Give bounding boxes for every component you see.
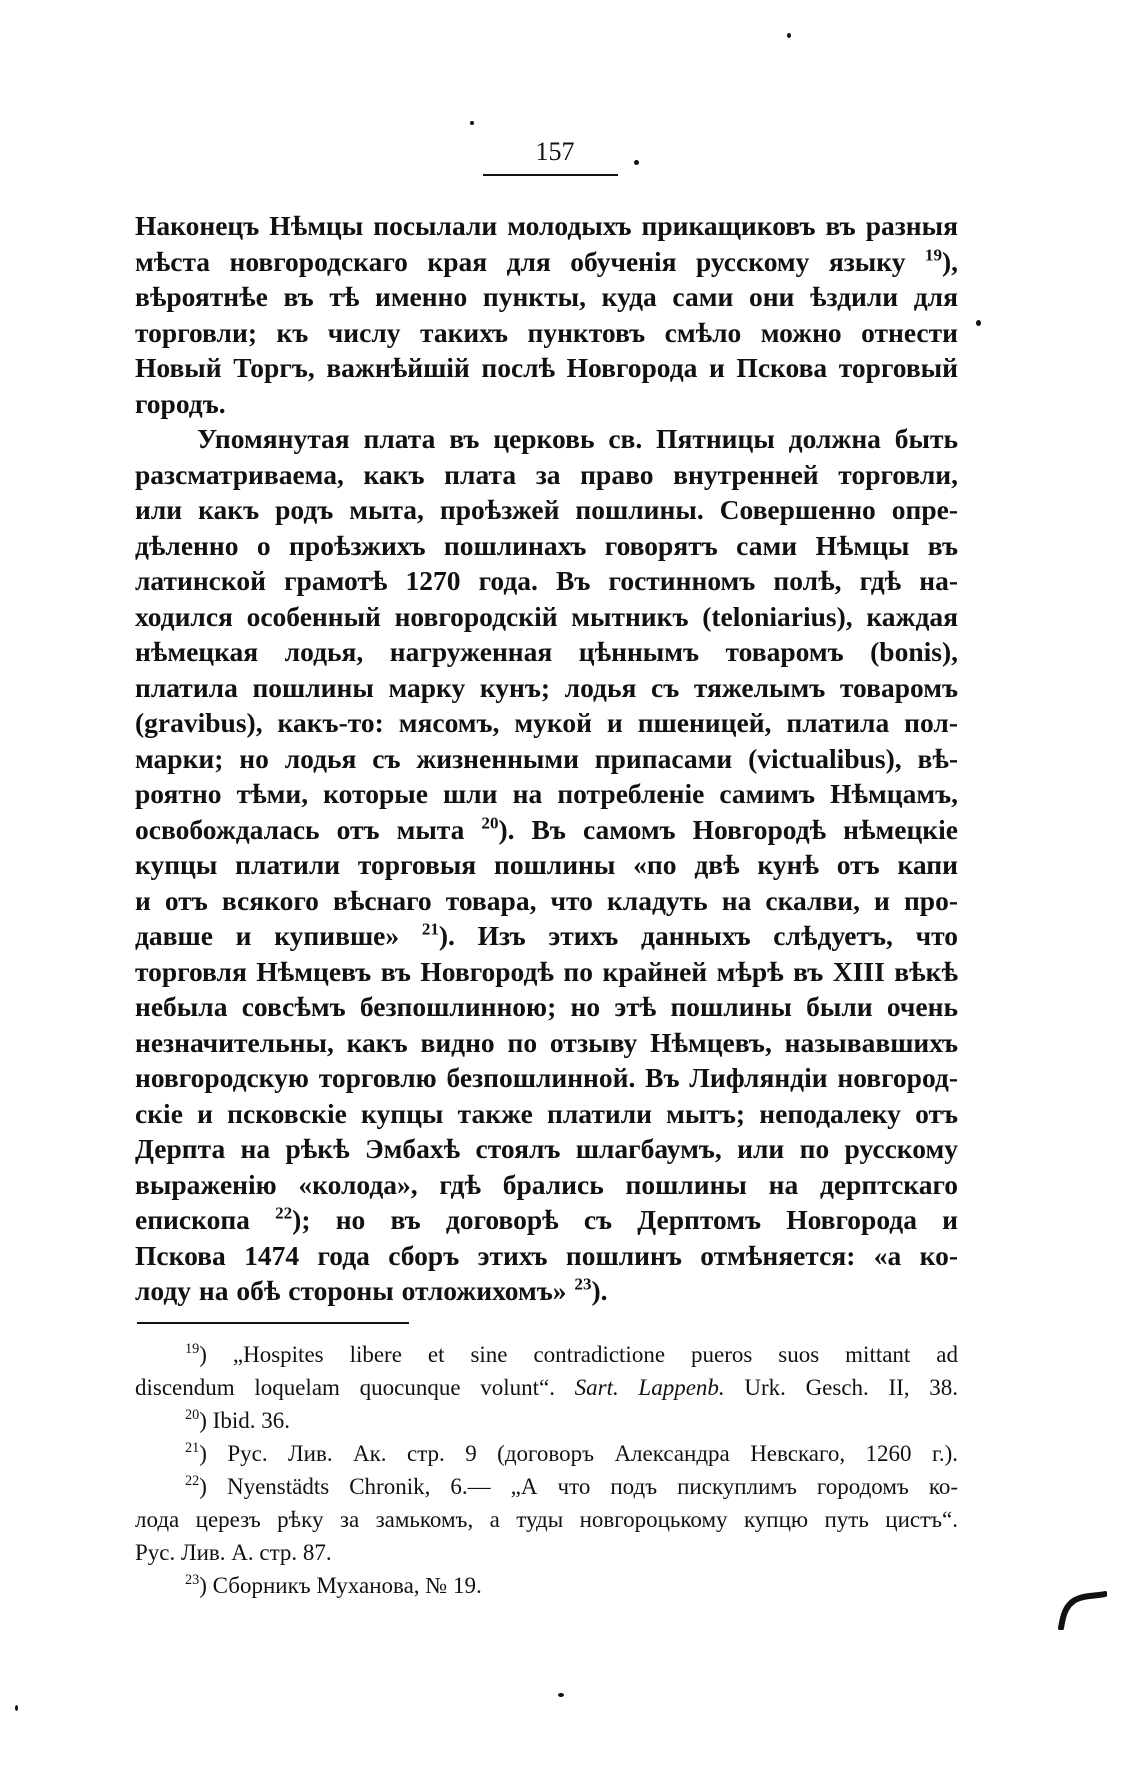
text-line: и отъ всякого вѣснаго товара, что кладуть на скалви, и про- [135,884,958,916]
footnote-22-cont: лода церезъ рѣку за замькомъ, а туды новгороцькому купцю путь цистъ“. [135,1507,958,1532]
footnote-23: $^{23}$) Сборникъ Муханова, № 19. [185,1572,482,1598]
header-rule [483,174,618,176]
text-line: (gravibus), какъ-то: мясомъ, мукой и пшеницей, платила пол- [135,707,958,738]
text-line: нѣмецкая лодья, нагруженная цѣннымъ товаромъ (bonis), [135,636,958,667]
footnote-ref-19[interactable]: 19 [924,244,942,264]
text-line: епископа $^{22}$); но въ договорѣ съ Дерптомъ Новгорода и [135,1203,959,1235]
text-line: латинской грамотѣ 1270 года. Въ гостинномъ полѣ, гдѣ на- [135,565,958,596]
text-line: разсматриваема, какъ плата за право внутренней торговли, [135,458,958,490]
footnote-ref-22[interactable]: 22 [275,1203,293,1223]
ink-mark [1055,1590,1107,1630]
footnote-21: $^{21}$) Рус. Лив. Ак. стр. 9 (договоръ Александра Невскаго, 1260 г.). [185,1440,958,1466]
text-line: выраженію «колода», гдѣ брались пошлины на дерптскаго [135,1168,958,1200]
text-line: Упомянутая плата въ церковь св. Пятницы должна быть [197,423,958,454]
footnote-rule [137,1322,409,1324]
text-line: ходился особенный новгородскій мытникъ (teloniarius), каждая [135,600,958,632]
text-line: дѣленно о проѣзжихъ пошлинахъ говорятъ сами Нѣмцы въ [135,529,958,561]
footnote-20: $^{20}$) Ibid. 36. [185,1407,290,1433]
text-line: лоду на обѣ стороны отложихомъ» $^{23}$). [135,1274,608,1306]
page-number: 157 [535,137,575,166]
text-line: незначительны, какъ видно по отзыву Нѣмцевъ, называвшихъ [135,1026,958,1058]
text-line: освобождалась отъ мыта $^{20}$). Въ самомъ Новгородѣ нѣмецкіе [135,812,958,845]
footnote-ref-23[interactable]: 23 [574,1274,592,1294]
footnote-22-cont: Рус. Лив. А. стр. 87. [135,1540,332,1565]
footnote-19-cont: discendum loquelam quocunque volunt“. Sart. Lappenb. Urk. Gesch. II, 38. [135,1375,958,1400]
text-line: Дерпта на рѣкѣ Эмбахѣ стоялъ шлагбаумъ, или по русскому [135,1133,958,1164]
text-line: роятно тѣми, которые шли на потребленіе самимъ Нѣмцамъ, [135,778,958,809]
text-line: городъ. [135,387,226,419]
text-line: Новый Торгъ, важнѣйшій послѣ Новгорода и Пскова торговый [135,352,958,383]
scan-speck [634,160,639,165]
text-line: вѣроятнѣе въ тѣ именно пункты, куда сами они ѣздили для [135,281,958,312]
scan-speck [976,320,981,326]
text-line: марки; но лодья съ жизненными припасами (victualibus), вѣ- [135,742,958,774]
scan-speck [470,121,474,125]
text-line: Наконецъ Нѣмцы посылали молодыхъ прикащиковъ въ разныя [135,210,958,241]
scan-speck [15,1705,18,1711]
text-line: небыла совсѣмъ безпошлинною; но этѣ пошлины были очень [135,991,958,1022]
footnote-ref-21[interactable]: 21 [421,919,439,939]
footnote-ref-20[interactable]: 20 [481,812,499,832]
main-text [135,208,958,1309]
text-line: новгородскую торговлю безпошлинной. Въ Лифляндіи новгород- [135,1062,958,1093]
footnotes [135,1338,958,1602]
text-line: или какъ родъ мыта, проѣзжей пошлины. Совершенно опре- [135,494,958,525]
text-line: торговли; къ числу такихъ пунктовъ смѣло можно отнести [135,316,958,348]
scan-speck [558,1693,564,1697]
text-line: торговля Нѣмцевъ въ Новгородѣ по крайней мѣрѣ въ XIII вѣкѣ [135,955,958,987]
text-line: скіе и псковскіе купцы также платили мытъ; неподалеку отъ [135,1097,958,1129]
text-line: мѣста новгородскаго края для обученія русскому языку $^{19}$), [135,244,958,277]
text-line: давше и купивше» $^{21}$). Изъ этихъ данныхъ слѣдуетъ, что [135,919,959,951]
footnote-22: $^{22}$) Nyenstädts Chronik, 6.— „А что подъ пискуплимъ городомъ ко- [185,1473,958,1499]
scan-speck [787,33,791,38]
footnote-19: $^{19}$) „Hospites libere et sine contradictione pueros suos mittant ad [185,1341,958,1367]
text-line: купцы платили торговыя пошлины «по двѣ кунѣ отъ капи [135,849,958,880]
text-line: платила пошлины марку кунъ; лодья съ тяжелымъ товаромъ [135,671,958,703]
text-line: Пскова 1474 года сборъ этихъ пошлинъ отмѣняется: «а ко- [135,1239,958,1271]
